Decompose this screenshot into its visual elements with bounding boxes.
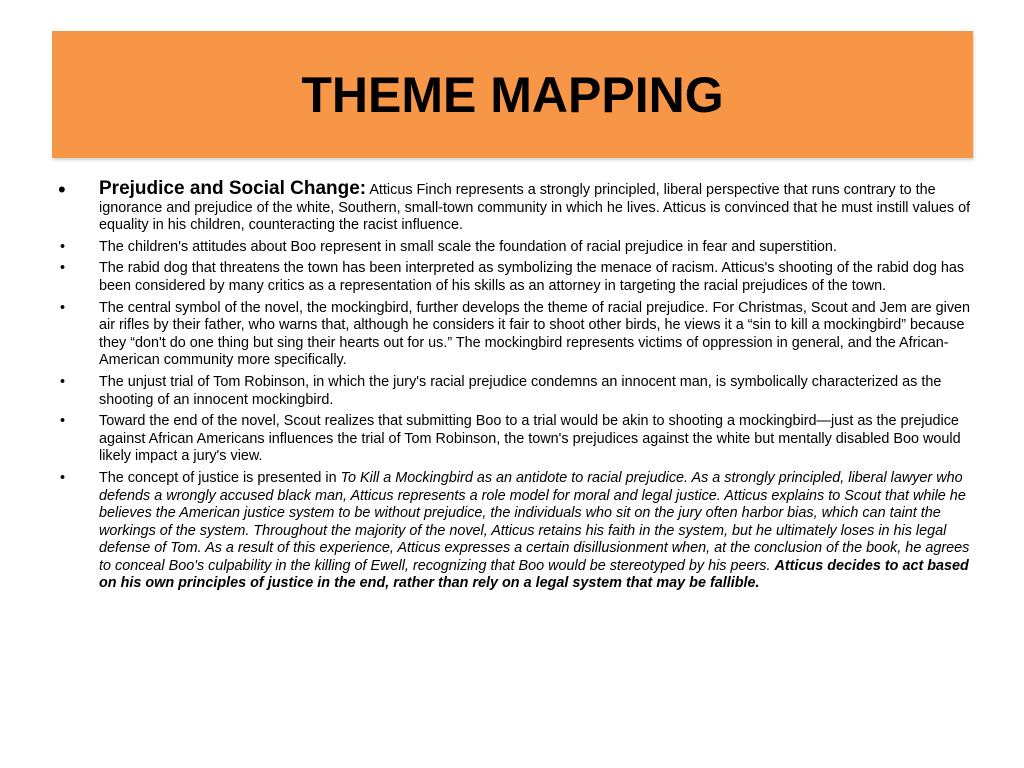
slide-title: THEME MAPPING <box>301 66 724 123</box>
bullet-bold-italic-text: Atticus decides to act based on his own principles of justice in the end, rather than rely on a legal system that may be fallible. <box>99 557 969 592</box>
bullet-text: The children's attitudes about Boo represent in small scale the foundation of racial prejudice in fear and superstition. <box>99 238 837 255</box>
bullet-item <box>58 260 972 295</box>
bullet-text: The concept of justice is presented in <box>99 469 341 486</box>
bullet-list <box>58 177 972 593</box>
bullet-text: Atticus Finch represents a strongly principled, liberal perspective that runs contrary to the ignorance and prejudice of the white, Southern, small-town community in which he lives. Atticus is convinced that he must instill values of equality in his children, counteracting the racist influence. <box>99 182 971 234</box>
bullet-text: Toward the end of the novel, Scout realizes that submitting Boo to a trial would be akin to shooting a mockingbird—just as the prejudice against African Americans influences the trial of Tom Robinson, the town's prejudices against the white but mentally disabled Boo would likely impact a jury's view. <box>99 413 961 465</box>
bullet-text: The central symbol of the novel, the mockingbird, further develops the theme of racial prejudice. For Christmas, Scout and Jem are given air rifles by their father, who warns that, although he considers it fair to shoot other birds, he views it a “sin to kill a mockingbird” because they “don't do one thing but sing their hearts out for us.” The mockingbird represents victims of oppression in general, and the African-American community more specifically. <box>99 299 971 369</box>
bullet-item <box>58 300 972 370</box>
bullet-item <box>58 470 972 593</box>
bullet-marker: • <box>60 238 66 255</box>
bullet-heading: Prejudice and Social Change: <box>99 178 367 199</box>
bullet-item <box>58 413 972 466</box>
bullet-marker: • <box>60 469 66 486</box>
title-banner <box>52 31 973 158</box>
bullet-marker: • <box>60 373 66 390</box>
bullet-marker: • <box>60 260 66 277</box>
bullet-text: The rabid dog that threatens the town has been interpreted as symbolizing the menace of racism. Atticus's shooting of the rabid dog has been considered by many critics as a representation of his skills as an attorney in targeting the racial prejudices of the town. <box>99 260 965 294</box>
bullet-item <box>58 177 972 235</box>
bullet-marker: • <box>58 177 66 202</box>
bullet-marker: • <box>60 299 66 316</box>
bullet-text: The unjust trial of Tom Robinson, in which the jury's racial prejudice condemns an innocent man, is symbolically characterized as the shooting of an innocent mockingbird. <box>99 373 942 408</box>
content-area <box>58 177 972 597</box>
bullet-item <box>58 239 972 257</box>
bullet-marker: • <box>60 413 66 430</box>
bullet-italic-text: To Kill a Mockingbird as an antidote to racial prejudice. As a strongly principled, liberal lawyer who defends a wrongly accused black man, Atticus represents a role model for moral and legal justice. Atticus explains to Scout that while he believes the American justice system to be without prejudice, the individuals who sit on the jury often harbor bias, which can taint the workings of the system. Throughout the majority of the novel, Atticus retains his faith in the system, but he ultimately loses in his legal defense of Tom. As a result of this experience, Atticus expresses a certain disillusionment when, at the conclusion of the book, he agrees to conceal Boo's culpability in the killing of Ewell, recognizing that Boo would be stereotyped by his peers. <box>99 469 970 574</box>
bullet-item <box>58 374 972 409</box>
